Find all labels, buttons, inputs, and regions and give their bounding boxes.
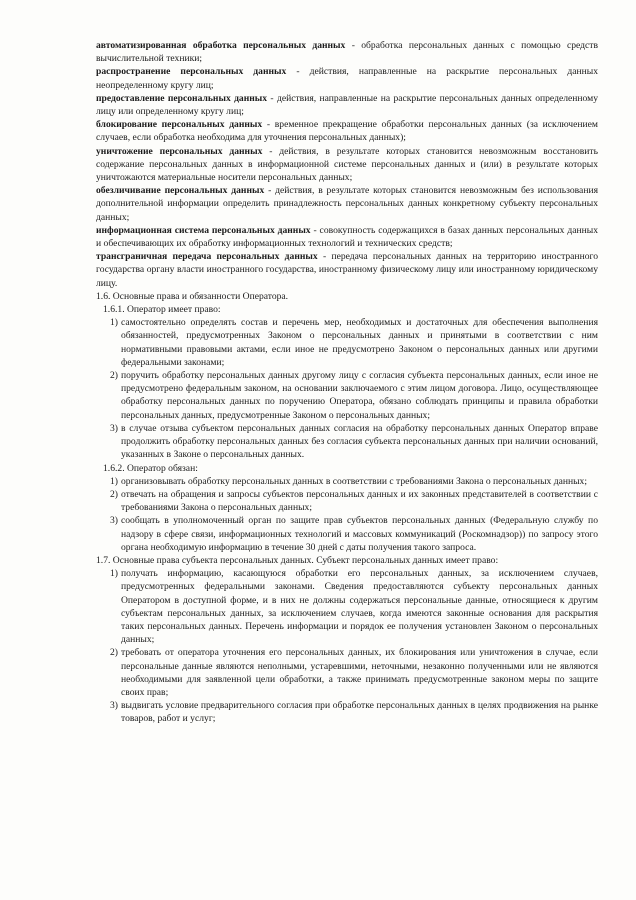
definition-term: информационная система персональных данных xyxy=(96,224,311,236)
list-item-number: 1) xyxy=(110,317,118,329)
definition-term: уничтожение персональных данных xyxy=(96,145,263,157)
list-item-number: 1) xyxy=(110,475,118,487)
definition-term: трансграничная передача персональных данных xyxy=(96,251,318,263)
definition-text: - действия, в результате которых становится невозможным восстановить содержание персональных данных в информационной системе персональных данных и (или) в результате которых уничтожаются материальные носители персональных данных; xyxy=(96,145,598,184)
definition xyxy=(96,118,598,144)
list-item xyxy=(110,369,598,422)
definition xyxy=(96,65,598,91)
section-heading-1-6: 1.6. Основные права и обязанности Оператора. xyxy=(96,290,289,302)
list-item-number: 2) xyxy=(110,647,118,659)
definition xyxy=(96,145,598,185)
list-item xyxy=(110,646,598,699)
list-item-number: 2) xyxy=(110,370,118,382)
definition xyxy=(96,250,598,290)
definition-text: - действия, направленные на раскрытие персональных данных определенному лицу или определенному кругу лиц; xyxy=(96,92,598,118)
list-item xyxy=(110,422,598,462)
list-item xyxy=(110,514,598,554)
definitions-list xyxy=(96,39,598,290)
list-item xyxy=(110,567,598,646)
list-item xyxy=(110,316,598,369)
definition-text: - обработка персональных данных с помощью средств вычислительной техники; xyxy=(96,40,599,65)
definition-text: - передача персональных данных на территорию иностранного государства органу власти иностранного государства, иностранному физическому лицу или иностранному юридическому лицу. xyxy=(96,251,598,289)
definition-term: распространение персональных данных xyxy=(96,66,287,78)
definition-text: - временное прекращение обработки персональных данных (за исключением случаев, если обработка необходима для уточнения персональных данных); xyxy=(96,119,598,144)
definition-term: обезличивание персональных данных xyxy=(96,185,265,197)
definition-text: - совокупность содержащихся в базах данных персональных данных и обеспечивающих их обработку информационных технологий и технических средств; xyxy=(96,224,598,250)
list-item-text: отвечать на обращения и запросы субъектов персональных данных и их законных представителей в соответствии с требованиями Закона о персональных данных; xyxy=(121,488,598,514)
definition-text: - действия, направленные на раскрытие персональных данных неопределенному кругу лиц; xyxy=(96,66,598,91)
subsection-heading-1-6-2: 1.6.2. Оператор обязан: xyxy=(103,462,198,474)
list-item xyxy=(110,699,598,725)
subsection-heading-1-6-1: 1.6.1. Оператор имеет право: xyxy=(103,304,221,316)
list-item-text: в случае отзыва субъектом персональных данных согласия на обработку персональных данных Оператор вправе продолжить обработку персональных данных без согласия субъекта персональных данных при наличии оснований, указанных в Законе о персональных данных. xyxy=(121,422,598,461)
definition xyxy=(96,184,598,224)
list-item-text: требовать от оператора уточнения его персональных данных, их блокирования или уничтожения в случае, если персональные данные являются неполными, устаревшими, неточными, незаконно полученными или не являются необходимыми для заявленной цели обработки, а также принимать предусмотренные законом меры по защите своих прав; xyxy=(121,647,598,698)
list-item-number: 1) xyxy=(110,568,118,580)
list-item-text: организовывать обработку персональных данных в соответствии с требованиями Закона о персональных данных; xyxy=(121,475,588,487)
list-item-text: поручить обработку персональных данных другому лицу с согласия субъекта персональных данных, если иное не предусмотрено федеральным законом, на основании заключаемого с этим лицом договора. Лицо, осуществляющее обработку персональных данных по поручению Оператора, обязано соблюдать принципы и правила обработки персональных данных, предусмотренные Законом о персональных данных; xyxy=(121,370,598,421)
definition xyxy=(96,92,598,118)
definition-text: - действия, в результате которых становится невозможным без использования дополнительной информации определить принадлежность персональных данных конкретному субъекту персональных данных; xyxy=(96,185,598,223)
definition xyxy=(96,39,598,65)
list-item xyxy=(110,475,598,488)
list-item-text: самостоятельно определять состав и перечень мер, необходимых и достаточных для обеспечения выполнения обязанностей, предусмотренных Законом о персональных данных и принятыми в соответствии с ним нормативными правовыми актами, если иное не предусмотрено Законом о персональных данных или другими федеральными законами; xyxy=(121,317,598,368)
subject-rights-list xyxy=(96,567,598,725)
list-item-text: выдвигать условие предварительного согласия при обработке персональных данных в целях продвижения на рынке товаров, работ и услуг; xyxy=(121,700,598,725)
list-item-number: 3) xyxy=(110,700,118,712)
definition-term: блокирование персональных данных xyxy=(96,119,263,131)
definition xyxy=(96,224,598,250)
list-item-number: 2) xyxy=(110,488,118,500)
definition-term: автоматизированная обработка персональных данных xyxy=(96,40,346,51)
list-item-number: 3) xyxy=(110,422,118,434)
list-item-text: получать информацию, касающуюся обработки его персональных данных, за исключением случаев, предусмотренных федеральными законами. Сведения предоставляются субъекту персональных данных Оператором в доступной форме, и в них не должны содержаться персональные данные, относящиеся к другим субъектам персональных данных, за исключением случаев, когда имеются законные основания для раскрытия таких персональных данных. Перечень информации и порядок ее получения установлен Законом о персональных данных; xyxy=(121,568,598,646)
operator-rights-list xyxy=(96,316,598,461)
section-heading-1-7: 1.7. Основные права субъекта персональных данных. Субъект персональных данных имеет право: xyxy=(96,554,499,566)
list-item xyxy=(110,488,598,514)
list-item-text: сообщать в уполномоченный орган по защите прав субъектов персональных данных (Федеральную службу по надзору в сфере связи, информационных технологий и массовых коммуникаций (Роскомнадзор)) по запросу этого органа необходимую информацию в течение 30 дней с даты получения такого запроса. xyxy=(121,515,598,553)
document-body xyxy=(96,39,598,726)
operator-duties-list xyxy=(96,475,598,554)
list-item-number: 3) xyxy=(110,515,118,527)
definition-term: предоставление персональных данных xyxy=(96,92,268,104)
